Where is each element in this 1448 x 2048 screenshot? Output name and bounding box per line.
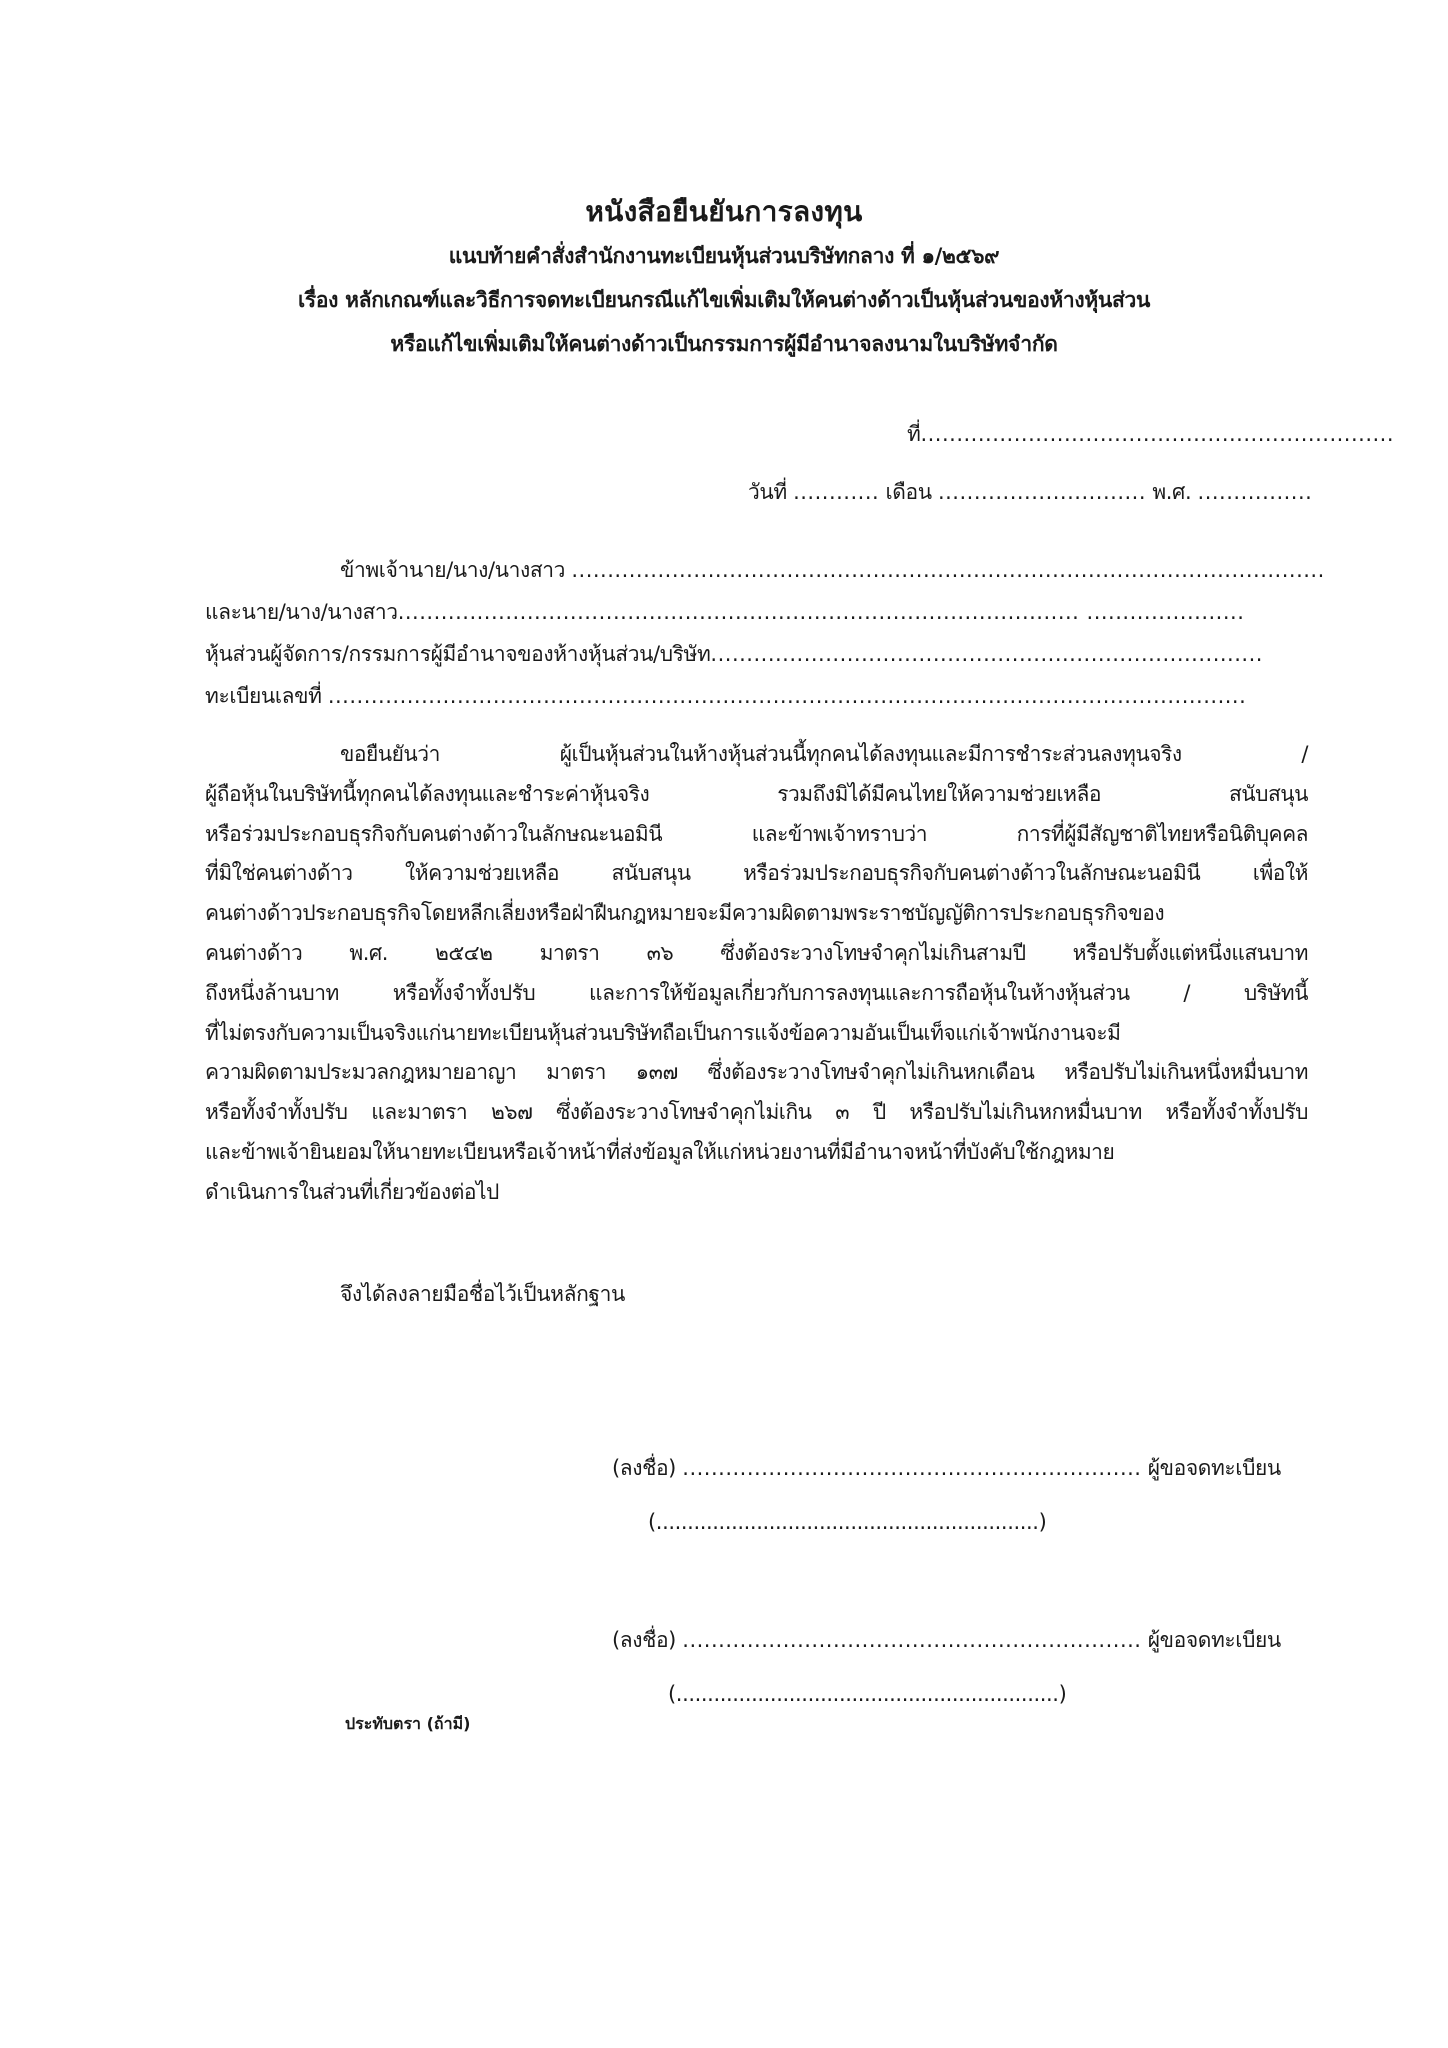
closing-statement: จึงได้ลงลายมือชื่อไว้เป็นหลักฐาน xyxy=(340,1282,625,1306)
paragraph-line: หรือร่วมประกอบธุรกิจกับคนต่างด้าวในลักษณะนอมินี และข้าพเจ้าทราบว่า การที่ผู้มีสัญชาติไทยหรือนิติบุคคล xyxy=(205,821,1308,846)
signature-row-2 xyxy=(612,1624,1281,1657)
paragraph-line: ดำเนินการในส่วนที่เกี่ยวข้องต่อไป xyxy=(205,1179,499,1204)
day-field[interactable]: ............ xyxy=(793,480,880,504)
day-label: วันที่ xyxy=(748,480,787,504)
year-field[interactable]: ................ xyxy=(1197,480,1313,504)
applicant-name-row xyxy=(340,554,1325,587)
printed-name-field-2[interactable]: (.............................................................) xyxy=(668,1682,1067,1706)
document-subtitle-subject-cont: หรือแก้ไขเพิ่มเติมให้คนต่างด้าวเป็นกรรมการผู้มีอำนาจลงนามในบริษัทจำกัด xyxy=(390,332,1058,356)
co-applicant-name-row xyxy=(205,596,1244,629)
company-stamp-label: ประทับตรา (ถ้ามี) xyxy=(345,1714,471,1733)
reference-number xyxy=(907,418,1394,451)
paragraph-line: คนต่างด้าว พ.ศ. ๒๕๔๒ มาตรา ๓๖ ซึ่งต้องระวางโทษจำคุกไม่เกินสามปี หรือปรับตั้งแต่หนึ่งแสนบาท xyxy=(205,940,1308,965)
paragraph-line: ที่มิใช่คนต่างด้าว ให้ความช่วยเหลือ สนับสนุน หรือร่วมประกอบธุรกิจกับคนต่างด้าวในลักษณะนอมินี เพื่อให้ xyxy=(205,861,1308,886)
applicant-name-label: ข้าพเจ้านาย/นาง/นางสาว xyxy=(340,558,566,582)
signature-label: (ลงชื่อ) xyxy=(612,1628,676,1652)
registration-number-row xyxy=(205,680,1246,713)
month-field[interactable]: ............................. xyxy=(937,480,1147,504)
registration-number-label: ทะเบียนเลขที่ xyxy=(205,684,322,708)
position-field[interactable]: ............................................................................. xyxy=(710,642,1263,666)
month-label: เดือน xyxy=(885,480,932,504)
paragraph-line: ที่ไม่ตรงกับความเป็นจริงแก่นายทะเบียนหุ้นส่วนบริษัทถือเป็นการแจ้งข้อความอันเป็นเท็จแก่เจ้าพนักงานจะมี xyxy=(205,1020,1121,1045)
applicant-name-field[interactable]: ......................................................................................................... xyxy=(571,558,1325,582)
registration-number-field[interactable]: ................................................................................................................................ xyxy=(327,684,1247,708)
paragraph-line: ความผิดตามประมวลกฎหมายอาญา มาตรา ๑๓๗ ซึ่งต้องระวางโทษจำคุกไม่เกินหกเดือน หรือปรับไม่เกินหนึ่งหมื่นบาท xyxy=(205,1060,1308,1085)
paragraph-line: และข้าพเจ้ายินยอมให้นายทะเบียนหรือเจ้าหน้าที่ส่งข้อมูลให้แก่หน่วยงานที่มีอำนาจหน้าที่บังคับใช้กฎหมาย xyxy=(205,1139,1115,1164)
co-applicant-name-label: และนาย/นาง/นางสาว xyxy=(205,600,398,624)
signature-label: (ลงชื่อ) xyxy=(612,1456,676,1480)
signature-field[interactable]: ................................................................ xyxy=(682,1456,1142,1480)
paragraph-line: คนต่างด้าวประกอบธุรกิจโดยหลีกเลี่ยงหรือฝ่าฝืนกฎหมายจะมีความผิดตามพระราชบัญญัติการประกอบธุรกิจของ xyxy=(205,901,1165,926)
reference-number-label: ที่ xyxy=(907,422,921,446)
signature-row-1 xyxy=(612,1452,1281,1485)
date-line xyxy=(748,476,1312,509)
paragraph-line: ขอยืนยันว่า ผู้เป็นหุ้นส่วนในห้างหุ้นส่วนนี้ทุกคนได้ลงทุนและมีการชำระส่วนลงทุนจริง / xyxy=(340,742,1308,766)
confirmation-paragraph xyxy=(205,735,1308,1213)
document-subtitle-subject: เรื่อง หลักเกณฑ์และวิธีการจดทะเบียนกรณีแก้ไขเพิ่มเติมให้คนต่างด้าวเป็นหุ้นส่วนของห้างหุ้นส่วน xyxy=(297,288,1151,312)
year-label: พ.ศ. xyxy=(1152,480,1192,504)
paragraph-line: ถึงหนึ่งล้านบาท หรือทั้งจำทั้งปรับ และการให้ข้อมูลเกี่ยวกับการลงทุนและการถือหุ้นในห้างหุ้นส่วน / บริษัทนี้ xyxy=(205,980,1308,1005)
paragraph-line: ผู้ถือหุ้นในบริษัทนี้ทุกคนได้ลงทุนและชำระค่าหุ้นจริง รวมถึงมิได้มีคนไทยให้ความช่วยเหลือ สนับสนุน xyxy=(205,781,1308,806)
reference-number-field[interactable]: .................................................................. xyxy=(920,422,1395,446)
co-applicant-name-field[interactable]: ............................................................................................... ...................... xyxy=(397,600,1245,624)
document-title: หนังสือยืนยันการลงทุน xyxy=(585,195,863,228)
signature-role: ผู้ขอจดทะเบียน xyxy=(1147,1628,1281,1652)
position-label: หุ้นส่วนผู้จัดการ/กรรมการผู้มีอำนาจของห้างหุ้นส่วน/บริษัท xyxy=(205,642,711,666)
document-subtitle-order: แนบท้ายคำสั่งสำนักงานทะเบียนหุ้นส่วนบริษัทกลาง ที่ ๑/๒๕๖๙ xyxy=(448,244,1000,268)
signature-field[interactable]: ................................................................ xyxy=(682,1628,1142,1652)
printed-name-field-1[interactable]: (.............................................................) xyxy=(648,1510,1047,1534)
position-row xyxy=(205,638,1263,671)
signature-role: ผู้ขอจดทะเบียน xyxy=(1147,1456,1281,1480)
paragraph-line: หรือทั้งจำทั้งปรับ และมาตรา ๒๖๗ ซึ่งต้องระวางโทษจำคุกไม่เกิน ๓ ปี หรือปรับไม่เกินหกหมื่นบาท หรือทั้งจำทั้งปรับ xyxy=(205,1100,1308,1125)
